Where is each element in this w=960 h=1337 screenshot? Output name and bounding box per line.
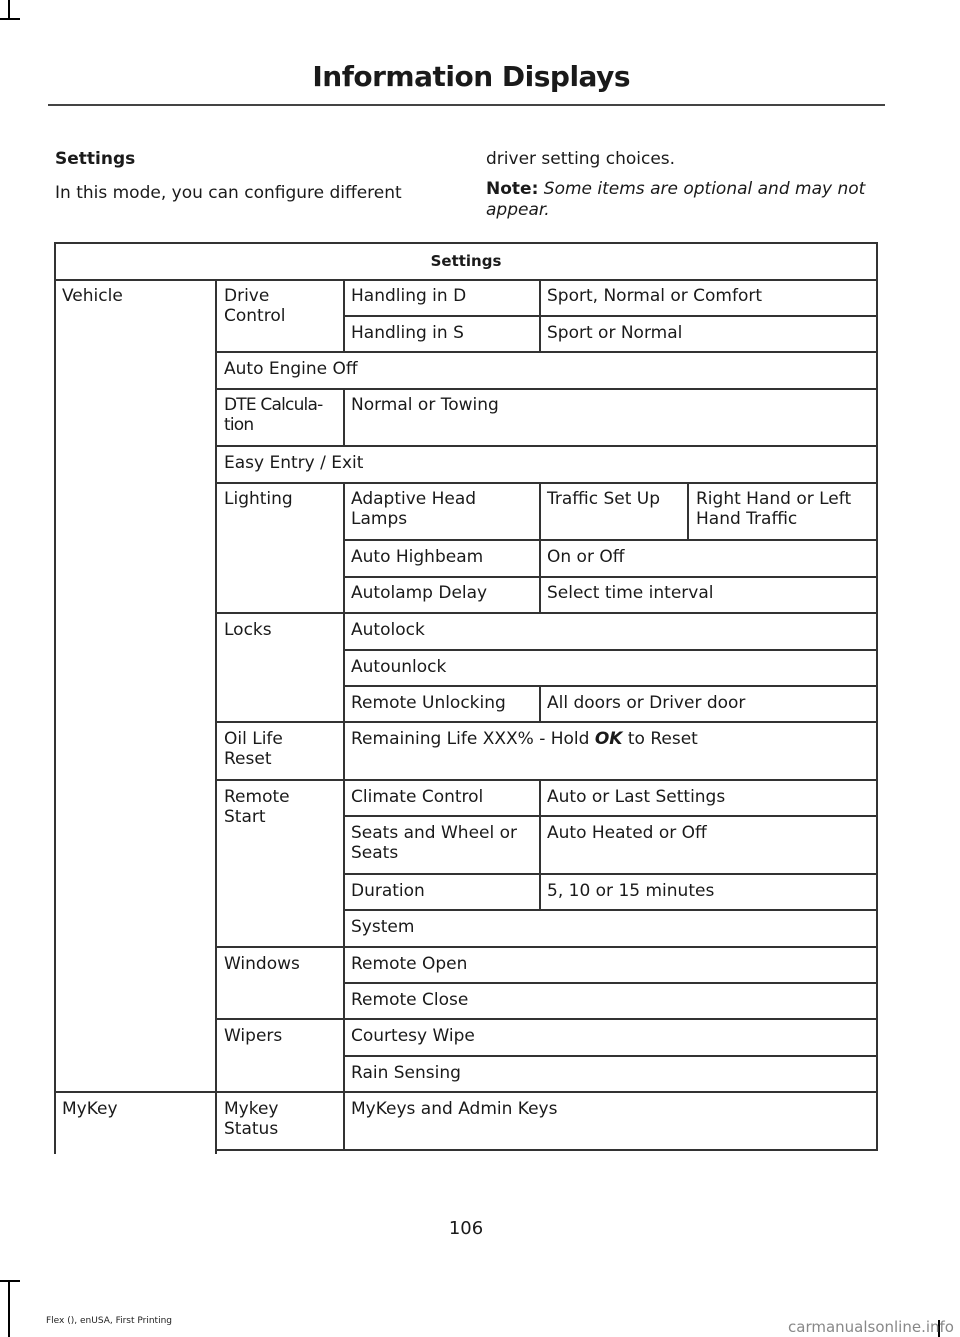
table-border bbox=[54, 242, 56, 1154]
table-cell-text: Remote Start bbox=[224, 787, 290, 827]
table-cell-duration: Duration bbox=[351, 881, 425, 901]
table-cell-seats-wheel bbox=[343, 818, 539, 863]
table-cell-text: Seats and Wheel or Seats bbox=[351, 823, 517, 863]
table-cell-remote-open: Remote Open bbox=[351, 954, 468, 974]
table-rule bbox=[343, 388, 345, 445]
table-cell-mykeys-admin: MyKeys and Admin Keys bbox=[351, 1099, 558, 1119]
table-rule bbox=[216, 612, 878, 614]
table-rule bbox=[343, 482, 345, 1149]
table-cell-remote-start bbox=[216, 782, 336, 827]
intro-text-continued: driver setting choices. bbox=[486, 149, 676, 169]
table-cell-drive-control bbox=[216, 281, 344, 326]
table-rule bbox=[343, 279, 345, 351]
table-cell-climate-control: Climate Control bbox=[351, 787, 484, 807]
table-cell-text: Adaptive Head Lamps bbox=[351, 489, 477, 529]
table-cell-mykey-status bbox=[216, 1094, 336, 1139]
table-cell-text: Right Hand or Left Hand Traffic bbox=[696, 489, 852, 529]
table-cell-adaptive-head-lamps bbox=[343, 484, 523, 529]
table-cell-windows: Windows bbox=[224, 954, 300, 974]
table-cell-autolock: Autolock bbox=[351, 620, 425, 640]
table-cell-courtesy-wipe: Courtesy Wipe bbox=[351, 1026, 475, 1046]
table-rule bbox=[343, 982, 878, 984]
table-cell-auto-highbeam-value: On or Off bbox=[547, 547, 625, 567]
table-rule bbox=[539, 779, 541, 909]
table-cell-mykey: MyKey bbox=[62, 1099, 118, 1119]
table-rule bbox=[343, 815, 878, 817]
table-rule bbox=[343, 576, 878, 578]
section-heading: Settings bbox=[55, 149, 136, 169]
ok-button-label: OK bbox=[594, 729, 623, 749]
table-cell-auto-engine-off: Auto Engine Off bbox=[224, 359, 358, 379]
table-cell-dte bbox=[216, 390, 341, 435]
table-rule bbox=[216, 946, 878, 948]
table-rule bbox=[216, 351, 878, 353]
crop-mark bbox=[0, 18, 20, 20]
intro-left-column bbox=[55, 148, 445, 204]
header-divider bbox=[48, 104, 885, 106]
table-cell-rain-sensing: Rain Sensing bbox=[351, 1063, 461, 1083]
table-cell-wipers: Wipers bbox=[224, 1026, 283, 1046]
table-cell-easy-entry: Easy Entry / Exit bbox=[224, 453, 364, 473]
oil-text-end: to Reset bbox=[622, 729, 698, 749]
table-cell-autolamp-delay: Autolamp Delay bbox=[351, 583, 488, 603]
table-cell-handling-d-value: Sport, Normal or Comfort bbox=[547, 286, 763, 306]
table-cell-auto-highbeam: Auto Highbeam bbox=[351, 547, 484, 567]
table-cell-remote-close: Remote Close bbox=[351, 990, 469, 1010]
crop-mark bbox=[8, 1280, 10, 1337]
table-rule bbox=[343, 315, 878, 317]
table-cell-autolamp-value: Select time interval bbox=[547, 583, 714, 603]
table-cell-text: DTE Calcula- tion bbox=[224, 395, 323, 435]
page-title: Information Displays bbox=[312, 60, 630, 93]
table-rule bbox=[343, 539, 878, 541]
table-cell-oil-life-reset bbox=[216, 724, 336, 769]
table-rule bbox=[54, 1091, 878, 1093]
note bbox=[486, 179, 886, 221]
table-rule bbox=[216, 721, 878, 723]
table-cell-lighting: Lighting bbox=[224, 489, 293, 509]
table-cell-vehicle: Vehicle bbox=[62, 286, 123, 306]
table-rule bbox=[539, 279, 541, 351]
table-cell-seats-value: Auto Heated or Off bbox=[547, 823, 707, 843]
table-rule bbox=[539, 482, 541, 612]
table-rule bbox=[54, 279, 878, 281]
table-rule bbox=[343, 1055, 878, 1057]
table-rule bbox=[216, 388, 878, 390]
table-cell-remote-unlocking-value: All doors or Driver door bbox=[547, 693, 746, 713]
intro-right-column bbox=[486, 148, 886, 221]
note-text: Some items are optional and may not appear. bbox=[486, 179, 866, 220]
table-rule bbox=[215, 279, 217, 1154]
table-cell-text: Mykey Status bbox=[224, 1099, 279, 1139]
table-cell-system: System bbox=[351, 917, 415, 937]
intro-text: In this mode, you can configure different bbox=[55, 183, 402, 203]
table-cell-dte-value: Normal or Towing bbox=[351, 395, 499, 415]
table-cell-traffic-value bbox=[688, 484, 878, 529]
crop-mark bbox=[8, 0, 10, 20]
table-rule bbox=[216, 1018, 878, 1020]
table-cell-text: Drive Control bbox=[224, 286, 286, 326]
table-rule bbox=[687, 482, 689, 539]
oil-text: Remaining Life XXX% - Hold bbox=[351, 729, 595, 749]
table-cell-duration-value: 5, 10 or 15 minutes bbox=[547, 881, 715, 901]
table-border bbox=[54, 242, 878, 244]
table-cell-handling-d: Handling in D bbox=[351, 286, 467, 306]
table-rule bbox=[216, 779, 878, 781]
table-rule bbox=[343, 649, 878, 651]
page-number: 106 bbox=[448, 1218, 484, 1239]
table-cell-traffic-set-up: Traffic Set Up bbox=[547, 489, 661, 509]
table-rule bbox=[216, 482, 878, 484]
table-rule bbox=[343, 873, 878, 875]
table-rule bbox=[539, 685, 541, 721]
table-cell-handling-s-value: Sport or Normal bbox=[547, 323, 683, 343]
note-label: Note: bbox=[486, 179, 539, 199]
table-cell-handling-s: Handling in S bbox=[351, 323, 464, 343]
table-cell-remote-unlocking: Remote Unlocking bbox=[351, 693, 506, 713]
table-cell-text: Oil Life Reset bbox=[224, 729, 283, 769]
watermark: carmanualsonline.info bbox=[788, 1318, 954, 1336]
table-border bbox=[876, 242, 878, 1151]
table-rule bbox=[216, 1149, 878, 1151]
table-rule bbox=[216, 445, 878, 447]
table-rule bbox=[343, 909, 878, 911]
crop-mark bbox=[0, 1280, 20, 1282]
table-cell-autounlock: Autounlock bbox=[351, 657, 447, 677]
table-cell-locks: Locks bbox=[224, 620, 272, 640]
table-title: Settings bbox=[430, 252, 502, 270]
table-cell-climate-value: Auto or Last Settings bbox=[547, 787, 726, 807]
table-cell-oil-value bbox=[343, 724, 706, 749]
table-rule bbox=[343, 685, 878, 687]
footer-text: Flex (), enUSA, First Printing bbox=[46, 1316, 172, 1326]
